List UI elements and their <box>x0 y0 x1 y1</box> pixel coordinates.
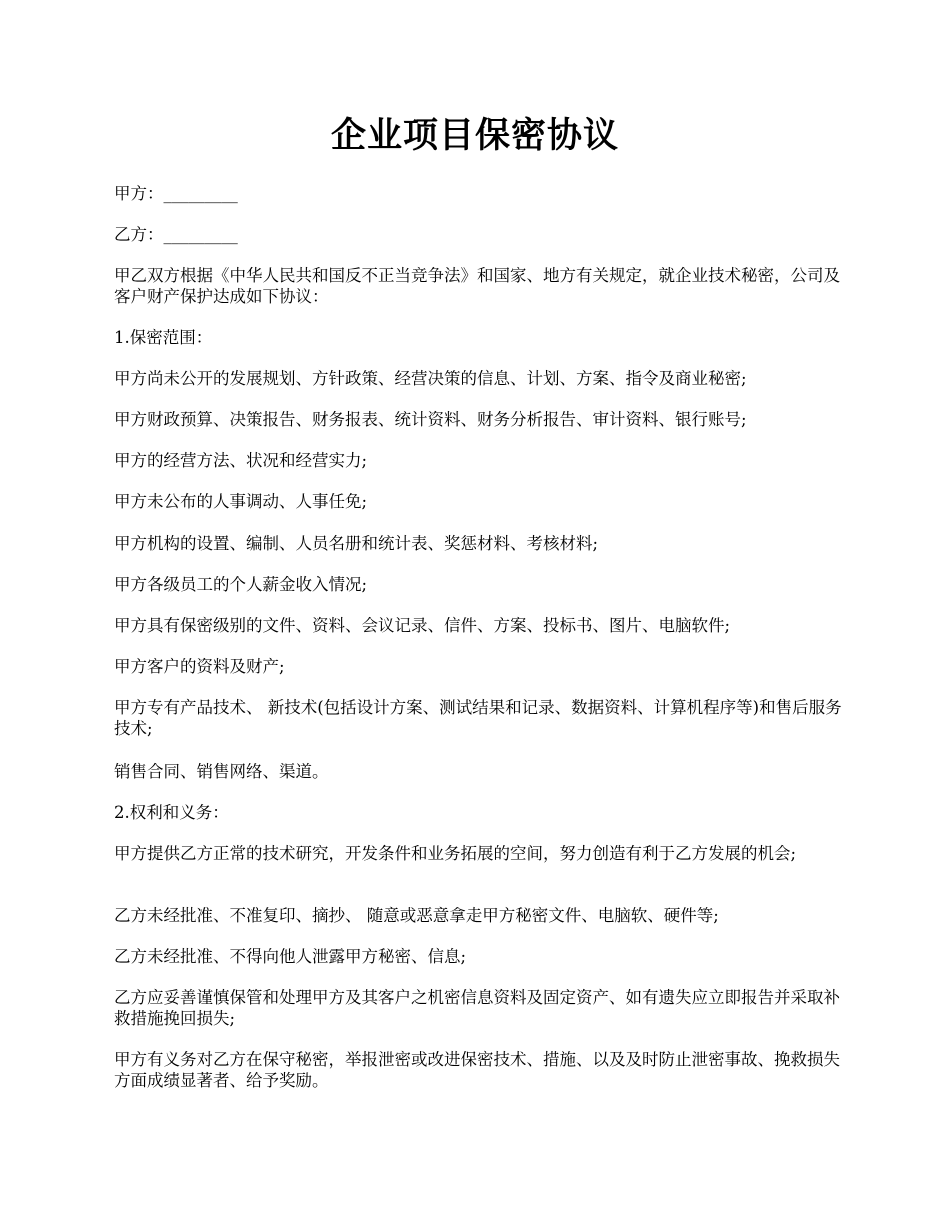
intro-paragraph: 甲乙双方根据《中华人民共和国反不正当竞争法》和国家、地方有关规定，就企业技术秘密，公司及客户财产保护达成如下协议： <box>114 266 840 306</box>
document-title: 企业项目保密协议 <box>330 115 619 156</box>
rights-item: 甲方有义务对乙方在保守秘密，举报泄密或改进保密技术、措施、以及及时防止泄密事故、挽救损失方面成绩显著者、给予奖励。 <box>114 1050 840 1090</box>
rights-item: 甲方提供乙方正常的技术研究，开发条件和业务拓展的空间，努力创造有利于乙方发展的机会; <box>114 844 797 863</box>
scope-item: 甲方客户的资料及财产; <box>114 657 285 676</box>
scope-item: 甲方专有产品技术、 新技术(包括设计方案、测试结果和记录、数据资料、计算机程序等)和售后服务技术; <box>114 698 842 738</box>
party-a-line: 甲方：_________ <box>114 184 238 203</box>
scope-item: 甲方的经营方法、状况和经营实力; <box>114 451 368 470</box>
scope-item: 甲方机构的设置、编制、人员名册和统计表、奖惩材料、考核材料; <box>114 534 599 553</box>
scope-item: 甲方财政预算、决策报告、财务报表、统计资料、财务分析报告、审计资料、银行账号; <box>114 410 747 429</box>
scope-item: 甲方未公布的人事调动、人事任免; <box>114 492 368 511</box>
scope-item: 甲方尚未公开的发展规划、方针政策、经营决策的信息、计划、方案、指令及商业秘密; <box>114 369 747 388</box>
party-b-line: 乙方：_________ <box>114 225 238 244</box>
scope-item: 甲方各级员工的个人薪金收入情况; <box>114 575 368 594</box>
rights-item: 乙方应妥善谨慎保管和处理甲方及其客户之机密信息资料及固定资产、如有遗失应立即报告并采取补救措施挽回损失; <box>114 988 840 1028</box>
scope-item: 销售合同、销售网络、渠道。 <box>114 762 329 781</box>
rights-item: 乙方未经批准、不得向他人泄露甲方秘密、信息; <box>114 947 467 966</box>
section-heading-rights: 2.权利和义务： <box>114 803 229 822</box>
rights-item: 乙方未经批准、不准复印、摘抄、 随意或恶意拿走甲方秘密文件、电脑软、硬件等; <box>114 906 719 925</box>
scope-item: 甲方具有保密级别的文件、资料、会议记录、信件、方案、投标书、图片、电脑软件; <box>114 616 731 635</box>
section-heading-scope: 1.保密范围： <box>114 328 213 347</box>
